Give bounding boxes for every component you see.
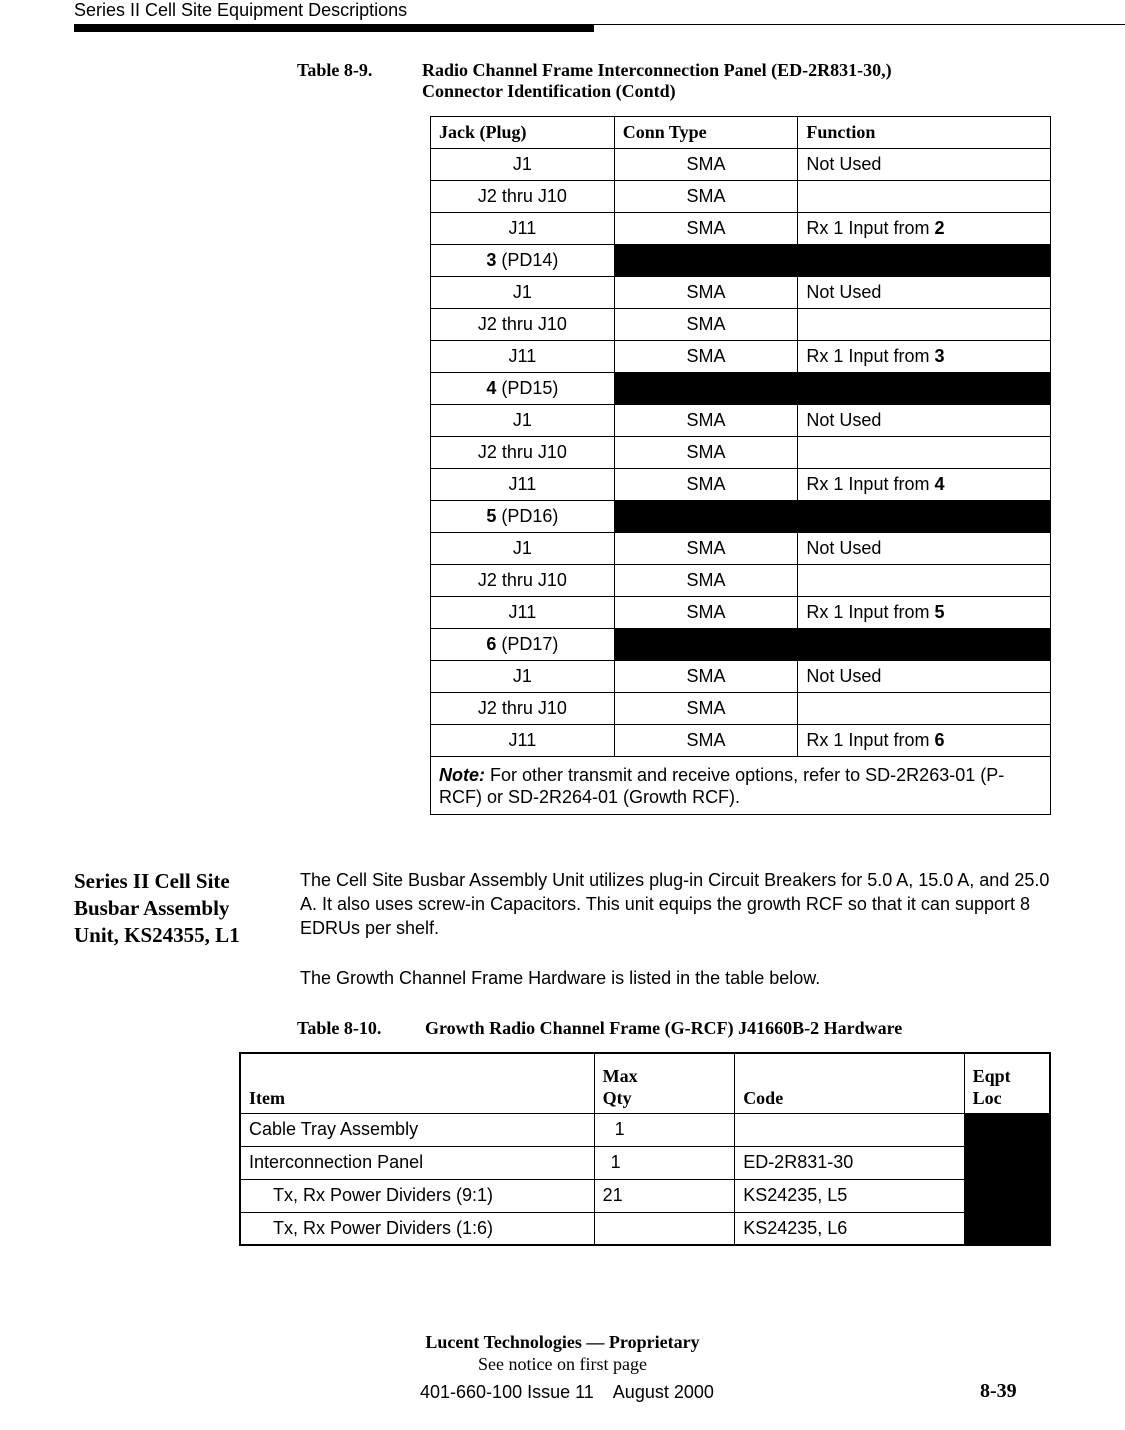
note-label: Note:: [439, 764, 485, 785]
conn-cell: SMA: [614, 565, 798, 597]
conn-cell: SMA: [614, 469, 798, 501]
group-shaded-cell: [614, 245, 1050, 277]
footer-notice: See notice on first page: [478, 1354, 647, 1374]
group-number: 3: [486, 250, 497, 270]
function-cell: [798, 437, 1051, 469]
function-source-number: 5: [934, 602, 945, 622]
table-8-9-title-line2: Connector Identification (Contd): [422, 81, 676, 101]
group-pd: (PD16): [496, 506, 559, 526]
table-8-9-caption: [297, 60, 1057, 104]
table-row: [431, 533, 1051, 565]
eqpt-loc-line2: Loc: [972, 1087, 1002, 1108]
section-heading: Series II Cell Site Busbar Assembly Unit, KS24355, L1: [74, 869, 240, 947]
jack-cell: J1: [431, 277, 615, 309]
table-row: [431, 725, 1051, 757]
note-row: [431, 757, 1051, 815]
column-header-item: Item: [240, 1053, 594, 1113]
group-row: [431, 245, 1051, 277]
jack-cell: J11: [431, 341, 615, 373]
qty-cell: 21: [594, 1179, 735, 1212]
item-cell: Cable Tray Assembly: [240, 1113, 594, 1146]
column-header-conn-type: Conn Type: [614, 117, 798, 149]
group-label-cell: [431, 629, 615, 661]
conn-cell: SMA: [614, 277, 798, 309]
qty-cell: 1: [594, 1113, 735, 1146]
group-number: 5: [486, 506, 497, 526]
header-rule-bar: [74, 24, 594, 32]
item-cell: Interconnection Panel: [240, 1146, 594, 1179]
table-row: [240, 1146, 1050, 1179]
page-number: 8-39: [980, 1380, 1017, 1402]
function-cell: Not Used: [798, 533, 1051, 565]
conn-cell: SMA: [614, 341, 798, 373]
conn-cell: SMA: [614, 181, 798, 213]
footer-doc-info: 401-660-100 Issue 11 August 2000: [420, 1382, 714, 1402]
qty-cell: [594, 1212, 735, 1245]
connector-table: [430, 116, 1051, 815]
group-shaded-cell: [614, 501, 1050, 533]
table-row: [240, 1179, 1050, 1212]
running-header: Series II Cell Site Equipment Descriptions: [74, 0, 408, 20]
group-pd: (PD17): [496, 634, 559, 654]
group-label-cell: [431, 501, 615, 533]
table-8-10-number: Table 8-10.: [297, 1018, 382, 1038]
jack-cell: J11: [431, 469, 615, 501]
function-source-number: 3: [934, 346, 945, 366]
jack-cell: J11: [431, 725, 615, 757]
function-cell: Not Used: [798, 405, 1051, 437]
section-paragraph-2: The Growth Channel Frame Hardware is listed in the table below.: [300, 968, 821, 988]
function-cell: [798, 597, 1051, 629]
hardware-table: [239, 1052, 1051, 1246]
eqpt-loc-shaded-cell: [964, 1113, 1050, 1245]
function-cell: Not Used: [798, 661, 1051, 693]
table-row: [431, 309, 1051, 341]
jack-cell: J11: [431, 213, 615, 245]
jack-cell: J2 thru J10: [431, 693, 615, 725]
table-row: [240, 1212, 1050, 1245]
table-row: [431, 661, 1051, 693]
jack-cell: J11: [431, 597, 615, 629]
conn-cell: SMA: [614, 533, 798, 565]
jack-cell: J2 thru J10: [431, 565, 615, 597]
group-label-cell: [431, 373, 615, 405]
conn-cell: SMA: [614, 597, 798, 629]
column-header-max-qty: [594, 1053, 735, 1113]
function-cell: [798, 693, 1051, 725]
function-text: Rx 1 Input from: [806, 346, 935, 366]
conn-cell: SMA: [614, 213, 798, 245]
function-text: Rx 1 Input from: [806, 474, 935, 494]
table-8-10-caption: [297, 1018, 1057, 1040]
jack-cell: J2 thru J10: [431, 309, 615, 341]
max-qty-line1: Max: [602, 1065, 638, 1086]
jack-cell: J1: [431, 405, 615, 437]
eqpt-loc-line1: Eqpt: [972, 1065, 1011, 1086]
function-cell: Not Used: [798, 277, 1051, 309]
group-pd: (PD14): [496, 250, 559, 270]
function-text: Rx 1 Input from: [806, 602, 935, 622]
table-row: [431, 565, 1051, 597]
function-cell: [798, 725, 1051, 757]
jack-cell: J1: [431, 661, 615, 693]
column-header-code: Code: [735, 1053, 964, 1113]
group-shaded-cell: [614, 629, 1050, 661]
column-header-jack: Jack (Plug): [431, 117, 615, 149]
group-row: [431, 501, 1051, 533]
conn-cell: SMA: [614, 149, 798, 181]
table-row: [431, 213, 1051, 245]
code-cell: [735, 1113, 964, 1146]
conn-cell: SMA: [614, 661, 798, 693]
jack-cell: J2 thru J10: [431, 181, 615, 213]
table-8-9-title-line1: Radio Channel Frame Interconnection Panel (ED-2R831-30,): [422, 60, 892, 80]
code-cell: ED-2R831-30: [735, 1146, 964, 1179]
function-text: Rx 1 Input from: [806, 730, 935, 750]
table-8-9-number: Table 8-9.: [297, 60, 373, 80]
group-shaded-cell: [614, 373, 1050, 405]
table-row: [431, 341, 1051, 373]
item-cell: Tx, Rx Power Dividers (1:6): [240, 1212, 594, 1245]
qty-cell: 1: [594, 1146, 735, 1179]
function-text: Rx 1 Input from: [806, 218, 935, 238]
table-row: [431, 181, 1051, 213]
group-pd: (PD15): [496, 378, 559, 398]
group-label-cell: [431, 245, 615, 277]
conn-cell: SMA: [614, 309, 798, 341]
note-text: For other transmit and receive options, refer to SD-2R263-01 (P-RCF) or SD-2R264-01 (Growth RCF).: [439, 764, 1005, 807]
function-source-number: 4: [934, 474, 945, 494]
function-cell: [798, 469, 1051, 501]
group-row: [431, 373, 1051, 405]
table-row: [431, 469, 1051, 501]
section-paragraph-1: The Cell Site Busbar Assembly Unit utilizes plug-in Circuit Breakers for 5.0 A, 15.0 A, and 25.0 A. It also uses screw-in Capacitors. This unit equips the growth RCF so that it can support 8 EDRUs per shelf.: [300, 870, 1050, 938]
code-cell: KS24235, L6: [735, 1212, 964, 1245]
footer-company: Lucent Technologies — Proprietary: [425, 1332, 700, 1352]
table-row: [431, 277, 1051, 309]
table-row: [431, 693, 1051, 725]
table-row: [240, 1113, 1050, 1146]
function-source-number: 2: [934, 218, 945, 238]
conn-cell: SMA: [614, 437, 798, 469]
code-cell: KS24235, L5: [735, 1179, 964, 1212]
function-cell: [798, 309, 1051, 341]
jack-cell: J2 thru J10: [431, 437, 615, 469]
conn-cell: SMA: [614, 405, 798, 437]
column-header-function: Function: [798, 117, 1051, 149]
item-cell: Tx, Rx Power Dividers (9:1): [240, 1179, 594, 1212]
table-note: [431, 757, 1051, 815]
conn-cell: SMA: [614, 693, 798, 725]
function-cell: [798, 213, 1051, 245]
table-row: [431, 597, 1051, 629]
function-source-number: 6: [934, 730, 945, 750]
table-row: [431, 437, 1051, 469]
function-cell: [798, 565, 1051, 597]
column-header-eqpt-loc: [964, 1053, 1050, 1113]
jack-cell: J1: [431, 533, 615, 565]
table-row: [431, 405, 1051, 437]
table-row: [431, 149, 1051, 181]
function-cell: [798, 181, 1051, 213]
conn-cell: SMA: [614, 725, 798, 757]
table-8-10-title: Growth Radio Channel Frame (G-RCF) J41660B-2 Hardware: [425, 1018, 903, 1038]
table-header-row: [240, 1053, 1050, 1113]
group-number: 6: [486, 634, 497, 654]
group-row: [431, 629, 1051, 661]
function-cell: [798, 341, 1051, 373]
jack-cell: J1: [431, 149, 615, 181]
function-cell: Not Used: [798, 149, 1051, 181]
group-number: 4: [486, 378, 497, 398]
table-header-row: [431, 117, 1051, 149]
max-qty-line2: Qty: [602, 1087, 632, 1108]
